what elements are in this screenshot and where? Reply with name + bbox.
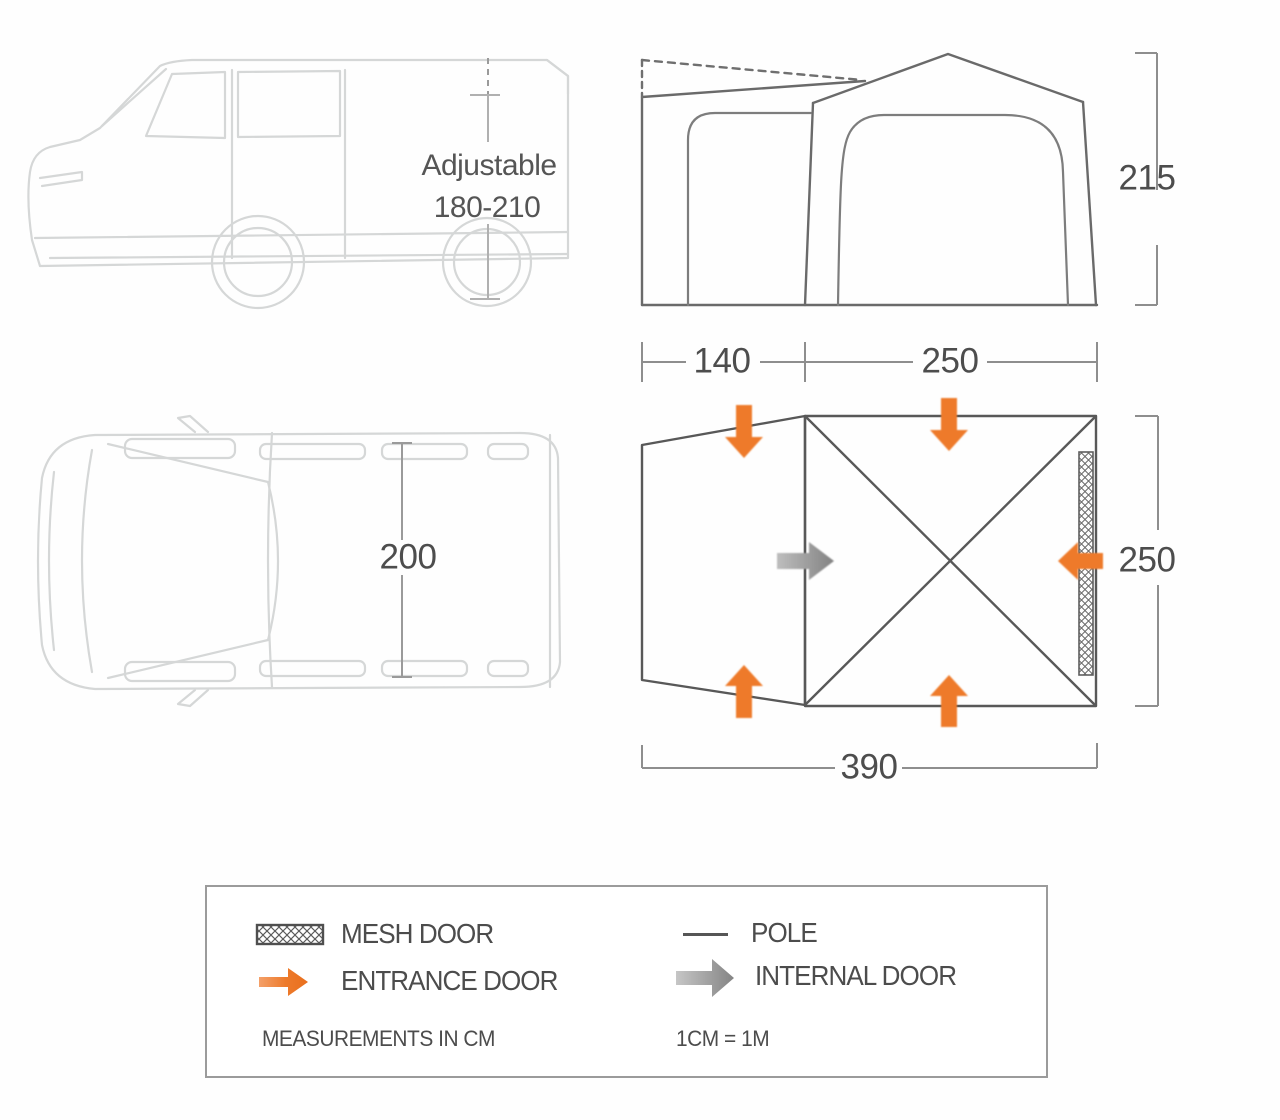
awning-floor-plan <box>630 390 1180 800</box>
adjustable-note-line2: 180-210 <box>433 191 541 224</box>
entrance-door-arrow-icon <box>725 405 763 458</box>
dim-van-width: 200 <box>379 537 437 577</box>
awning-door-outline <box>838 115 1068 305</box>
dim-overall-length: 390 <box>840 747 898 787</box>
tunnel-outline <box>642 81 865 305</box>
right-mirror <box>178 690 208 706</box>
scale-note: 1CM = 1M <box>676 1026 770 1051</box>
entrance-door-label: ENTRANCE DOOR <box>341 965 558 996</box>
dim-tunnel-depth: 140 <box>693 341 751 381</box>
dim-awning-depth: 250 <box>921 341 979 381</box>
awning-right-edge <box>1083 102 1096 305</box>
internal-door-label: INTERNAL DOOR <box>755 960 957 991</box>
entrance-door-arrow-icon <box>930 398 968 451</box>
dim-awning-width: 250 <box>1118 540 1176 580</box>
units-note: MEASUREMENTS IN CM <box>262 1026 495 1051</box>
entrance-door-legend-arrow-icon <box>259 967 309 997</box>
awning-left-edge <box>805 103 813 305</box>
adjustable-note-line1: Adjustable <box>421 149 557 182</box>
left-mirror <box>178 416 208 432</box>
internal-door-legend-arrow-icon <box>676 958 736 998</box>
pole-label: POLE <box>751 917 817 948</box>
tunnel-door-outline <box>688 113 811 305</box>
mesh-door-swatch-icon <box>255 923 325 946</box>
entrance-door-arrow-icon <box>725 665 763 718</box>
van-top-view <box>20 410 640 710</box>
van-top-body <box>38 433 560 689</box>
entrance-door-arrow-icon <box>930 675 968 727</box>
pole-line-icon <box>683 933 728 936</box>
dim-awning-height: 215 <box>1118 158 1176 198</box>
adjustable-dashed-line <box>642 60 862 80</box>
mesh-door-label: MESH DOOR <box>341 918 494 949</box>
